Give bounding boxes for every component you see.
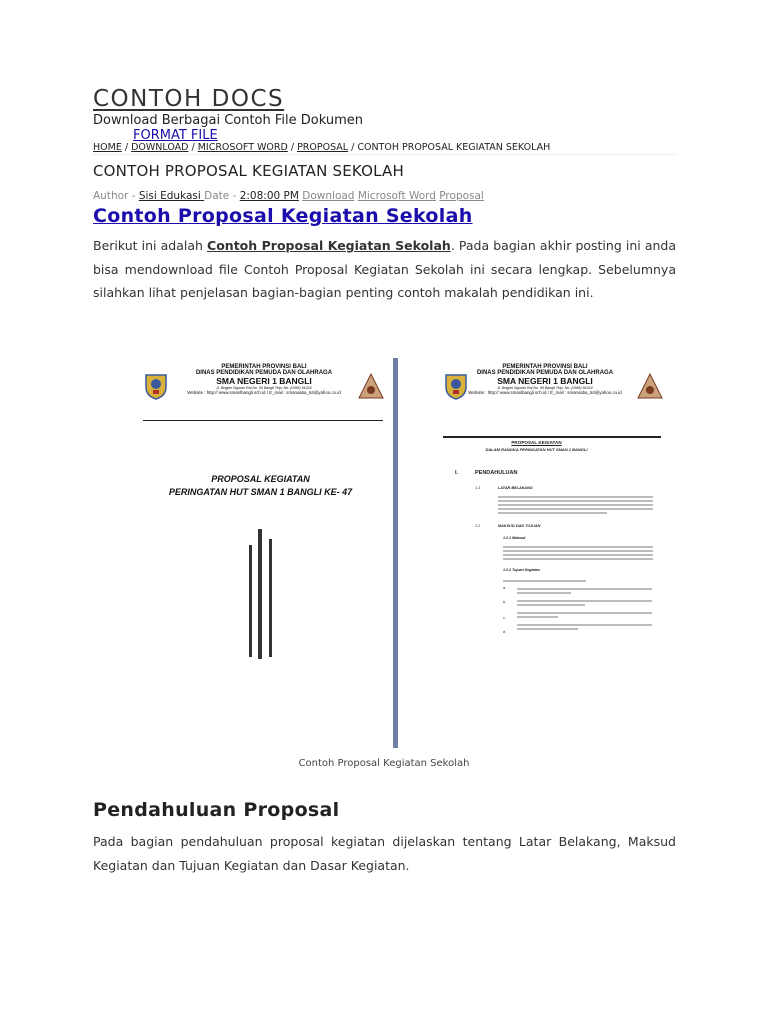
cover-title2: PERINGATAN HUT SMAN 1 BANGLI KE- 47 <box>168 487 353 497</box>
breadcrumb-download[interactable]: DOWNLOAD <box>131 142 189 153</box>
section-title: PENDAHULUAN <box>475 470 518 476</box>
tujuan-intro <box>503 578 653 584</box>
intro-text-after: . Pada bagian akhir posting ini anda bisa mendownload file Contoh Proposal Kegiatan Sekolah ini secara lengkap. Sebelumnya silahkan lihat penjelasan bagian-bagian penting contoh makalah pendidikan ini. <box>93 238 677 300</box>
list-marker-b: b. <box>503 600 506 604</box>
binding-bars-icon <box>243 525 279 665</box>
breadcrumb <box>93 142 676 155</box>
content-letterhead <box>445 364 645 395</box>
letterhead-line2: DINAS PENDIDIKAN PEMUDA DAN OLAHRAGA <box>195 370 333 376</box>
label-download[interactable]: Download <box>302 190 355 202</box>
post-time-link[interactable]: 2:08:00 PM <box>239 190 299 202</box>
bali-emblem-icon <box>143 372 169 400</box>
breadcrumb-home[interactable]: HOME <box>93 142 122 153</box>
breadcrumb-proposal[interactable]: PROPOSAL <box>297 142 349 153</box>
author-label: Author - <box>93 190 139 202</box>
letterhead-line2: DINAS PENDIDIKAN PEMUDA DAN OLAHRAGA <box>476 370 614 376</box>
label-proposal[interactable]: Proposal <box>439 190 484 202</box>
content-heading1: PROPOSAL KEGIATAN <box>511 440 562 445</box>
figure-caption: Contoh Proposal Kegiatan Sekolah <box>298 758 470 769</box>
section-heading: Pendahuluan Proposal <box>93 799 340 821</box>
label-microsoft-word[interactable]: Microsoft Word <box>357 190 436 202</box>
letterhead-line5: Website : http:// www.smanlbangli.sch.id / E_mail : smansaba_84@yahoo.co.id <box>187 390 341 395</box>
intro-text-before: Berikut ini adalah <box>93 238 208 253</box>
item-number-1: 1.1 <box>475 486 481 490</box>
school-logo-icon <box>637 372 663 400</box>
latar-belakang-text <box>498 494 653 516</box>
proposal-figure <box>133 350 668 750</box>
letterhead-line5: Website : http:// www.smanlbangli.sch.id / E_mail : smansaba_84@yahoo.co.id <box>468 390 622 395</box>
section-paragraph: Pada bagian pendahuluan proposal kegiatan dijelaskan tentang Latar Belakang, Maksud Kegiatan dan Tujuan Kegiatan dan Dasar Kegiatan. <box>93 834 676 873</box>
post-meta <box>93 190 484 202</box>
cover-rule <box>143 420 383 421</box>
site-title[interactable]: CONTOH DOCS <box>93 86 285 112</box>
letterhead-line4: Jl. Brigjen Ngurah Rai No. 56 Bangli Telp. No. (0366) 91024 <box>216 386 312 390</box>
breadcrumb-separator: / <box>287 142 298 153</box>
breadcrumb-separator: / <box>348 142 358 153</box>
content-heading2: DALAM RANGKA PERINGATAN HUT SMAN 1 BANGLI <box>485 447 588 452</box>
item-number-2: 1.2 <box>475 524 481 528</box>
breadcrumb-separator: / <box>121 142 132 153</box>
tujuan-list-text <box>517 586 652 632</box>
item-label-2: MAKSUD DAN TUJUAN <box>498 524 541 528</box>
list-marker-d: d. <box>503 630 506 634</box>
article-title[interactable]: Contoh Proposal Kegiatan Sekolah <box>93 205 473 227</box>
letterhead-line1: PEMERINTAH PROVINSI BALI <box>502 364 588 370</box>
site-tagline: Download Berbagai Contoh File Dokumen <box>93 113 364 128</box>
letterhead-line1: PEMERINTAH PROVINSI BALI <box>221 364 307 370</box>
school-logo-icon <box>358 372 384 400</box>
letterhead-line3: SMA NEGERI 1 BANGLI <box>497 376 593 386</box>
post-heading: CONTOH PROPOSAL KEGIATAN SEKOLAH <box>93 162 404 180</box>
cover-page <box>133 350 388 745</box>
format-file-link[interactable]: FORMAT FILE <box>133 128 218 143</box>
content-rule <box>443 436 661 438</box>
list-marker-a: a. <box>503 586 506 590</box>
content-page <box>405 350 668 745</box>
maksud-text <box>503 544 653 562</box>
breadcrumb-microsoft-word[interactable]: MICROSOFT WORD <box>197 142 288 153</box>
breadcrumb-separator: / <box>188 142 198 153</box>
date-label: Date - <box>204 190 240 202</box>
intro-paragraph <box>93 234 676 305</box>
figure-divider <box>393 358 398 748</box>
item-label-1: LATAR BELAKANG <box>498 486 533 490</box>
letterhead-line3: SMA NEGERI 1 BANGLI <box>216 376 312 386</box>
subsection-tujuan: 1.2.2 Tujuan Kegiatan <box>503 568 540 572</box>
breadcrumb-current: CONTOH PROPOSAL KEGIATAN SEKOLAH <box>357 142 551 153</box>
section-number: I. <box>455 470 459 476</box>
intro-keyword-link[interactable]: Contoh Proposal Kegiatan Sekolah <box>207 238 451 253</box>
content-body <box>405 440 668 740</box>
subsection-maksud: 1.2.1 Maksud <box>503 536 526 540</box>
author-link[interactable]: Sisi Edukasi <box>138 190 205 202</box>
cover-title1: PROPOSAL KEGIATAN <box>211 474 310 484</box>
cover-letterhead <box>169 364 359 395</box>
letterhead-line4: Jl. Brigjen Ngurah Rai No. 56 Bangli Telp. No. (0366) 91024 <box>497 386 593 390</box>
list-marker-c: c. <box>503 616 506 620</box>
